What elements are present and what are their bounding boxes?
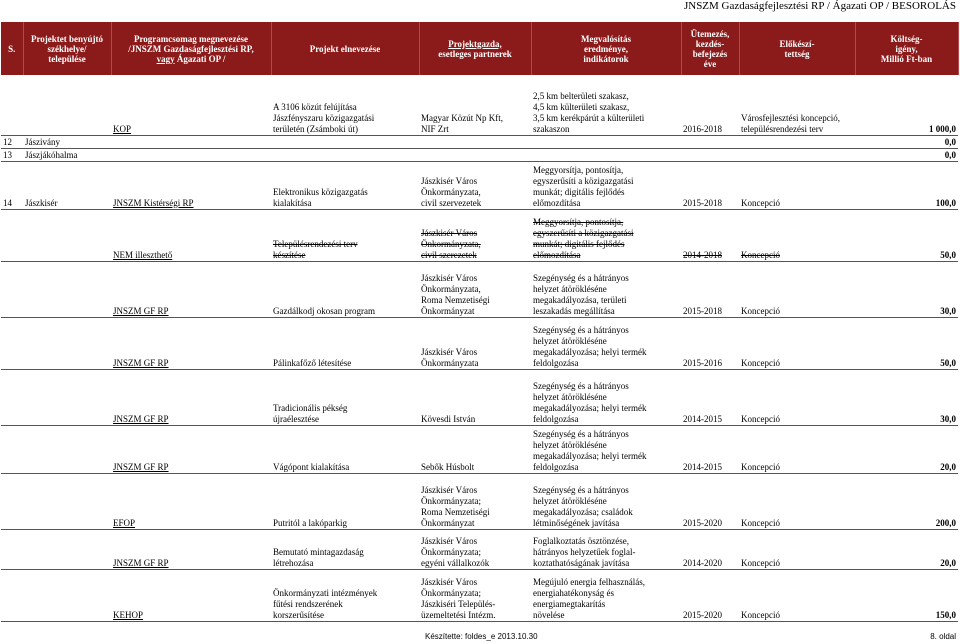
cell-project: A 3106 közút felújítása Jászfényszaru közigazgatási területén (Zsámboki út) [271,75,419,135]
cell-result: Megújuló energia felhasználás, energiahatékonyság és energiamegtakarítás növelése [531,569,681,621]
cell-owner: Jászkisér Város Önkormányzata [419,317,531,369]
cell-settlement [23,209,111,261]
cell-prep [739,148,855,161]
cell-settlement [23,569,111,621]
cell-settlement: Jászkisér [23,161,111,209]
cell-prep: Koncepció [739,209,855,261]
cell-program: JNSZM GF RP [111,425,271,473]
cell-cost: 20,0 [855,529,958,569]
table-row [1,369,958,425]
cell-s [1,369,23,425]
cell-program: JNSZM Kistérségi RP [111,161,271,209]
cell-owner: Jászkisér Város Önkormányzata; Roma Nemzetiségi Önkormányzat [419,473,531,529]
cell-schedule: 2014-2018 [681,209,739,261]
cell-program [111,148,271,161]
cell-project: Önkormányzati intézmények fűtési rendszerének korszerűsítése [271,569,419,621]
cell-schedule: 2014-2020 [681,529,739,569]
cell-result: Foglalkoztatás ösztönzése, hátrányos helyzetűek foglal- koztathatóságának javítása [531,529,681,569]
cell-project: Elektronikus közigazgatás kialakítása [271,161,419,209]
header-owner-line2: esetleges partnerek [438,48,512,59]
cell-s: 13 [1,148,23,161]
cell-owner: Jászkisér Város Önkormányzata; Jászkiséri Település- üzemeltetési Intézm. [419,569,531,621]
cell-s: 14 [1,161,23,209]
cell-schedule: 2015-2020 [681,473,739,529]
header-project-name: Projekt elnevezése [271,22,419,75]
cell-result: Szegénység és a hátrányos helyzet átörökléséne megakadályozása, területi leszakadás megállítása [531,261,681,317]
header-s: S. [1,22,23,75]
header-program-link[interactable]: vagy [156,53,175,64]
cell-settlement [23,75,111,135]
cell-s [1,529,23,569]
cell-settlement [23,529,111,569]
cell-schedule: 2016-2018 [681,75,739,135]
cell-settlement [23,425,111,473]
table-row [1,425,958,473]
cell-owner [419,148,531,161]
cell-s [1,261,23,317]
cell-owner: Jászkisér Város Önkormányzata; egyéni vállalkozók [419,529,531,569]
cell-s [1,425,23,473]
cell-program: NEM illeszthető [111,209,271,261]
cell-project: Pálinkafőző létesítése [271,317,419,369]
table-row [1,317,958,369]
header-cost: Költség- igény, Millió Ft-ban [855,22,958,75]
table-row [1,209,958,261]
cell-settlement [23,317,111,369]
cell-project: Gazdálkodj okosan program [271,261,419,317]
cell-prep: Városfejlesztési koncepció, településrendezési terv [739,75,855,135]
cell-s [1,209,23,261]
cell-prep: Koncepció [739,161,855,209]
cell-owner: Jászkisér Város Önkormányzata, civil szervezetek [419,161,531,209]
cell-cost: 100,0 [855,161,958,209]
header-program-line2: /JNSZM Gazdaságfejlesztési RP, [128,43,254,54]
cell-program: JNSZM GF RP [111,317,271,369]
table-row [1,148,958,161]
cell-cost: 200,0 [855,473,958,529]
header-program-line3 [114,54,269,64]
header-schedule: Ütemezés, kezdés- befejezés éve [681,22,739,75]
table-row [1,75,958,135]
cell-program: JNSZM GF RP [111,261,271,317]
cell-cost: 1 000,0 [855,75,958,135]
cell-cost: 30,0 [855,369,958,425]
cell-cost: 50,0 [855,317,958,369]
cell-project [271,148,419,161]
header-owner-line1: Projektgazda, [448,38,502,49]
footer-page-number: 8. oldal [930,632,956,641]
cell-project [271,135,419,148]
cell-owner: Sebők Húsbolt [419,425,531,473]
cell-schedule: 2015-2018 [681,261,739,317]
projects-table [1,22,959,622]
cell-program: JNSZM GF RP [111,369,271,425]
cell-program: KOP [111,75,271,135]
cell-cost: 0,0 [855,135,958,148]
cell-prep: Koncepció [739,473,855,529]
cell-result: 2,5 km belterületi szakasz, 4,5 km külterületi szakasz, 3,5 km kerékpárút a külterületi szakaszon [531,75,681,135]
cell-schedule [681,135,739,148]
cell-schedule: 2014-2015 [681,369,739,425]
table-row [1,135,958,148]
cell-result: Meggyorsítja, pontosítja, egyszerűsíti a közigazgatási munkát; digitális fejlődés előmozdítása [531,161,681,209]
cell-cost: 50,0 [855,209,958,261]
cell-project: Putritól a lakóparkig [271,473,419,529]
cell-project: Bemutató mintagazdaság létrehozása [271,529,419,569]
table-row [1,569,958,621]
header-prep: Előkészí- tettség [739,22,855,75]
header-result: Megvalósítás eredménye, indikátorok [531,22,681,75]
cell-prep: Koncepció [739,529,855,569]
cell-cost: 20,0 [855,425,958,473]
cell-prep: Koncepció [739,569,855,621]
cell-prep: Koncepció [739,369,855,425]
cell-schedule [681,148,739,161]
page-header [0,0,960,13]
cell-prep [739,135,855,148]
cell-prep: Koncepció [739,425,855,473]
table-row [1,261,958,317]
cell-settlement [23,261,111,317]
cell-s [1,569,23,621]
footer-created: Készítette: foldes_e 2013.10.30 [425,632,538,641]
cell-program [111,135,271,148]
header-program-line1: Programcsomag megnevezése [133,33,249,44]
table-header [1,22,958,75]
cell-settlement [23,473,111,529]
cell-schedule: 2015-2016 [681,317,739,369]
cell-result: Szegénység és a hátrányos helyzet átörökléséne megakadályozása; helyi termék feldolgozása [531,369,681,425]
header-program-line3-rest: Ágazati OP / [176,53,226,64]
cell-s [1,75,23,135]
cell-result [531,135,681,148]
cell-prep: Koncepció [739,261,855,317]
cell-program: KEHOP [111,569,271,621]
cell-s [1,473,23,529]
header-program [111,22,271,75]
table-row [1,473,958,529]
cell-program: JNSZM GF RP [111,529,271,569]
cell-owner [419,135,531,148]
cell-project: Vágópont kialakítása [271,425,419,473]
cell-project: Tradicionális pékség újraélesztése [271,369,419,425]
cell-s: 12 [1,135,23,148]
cell-owner: Jászkisér Város Önkormányzata, civil szerezetek [419,209,531,261]
cell-result: Szegénység és a hátrányos helyzet átörökléséne megakadályozása; családok létminőségének javítása [531,473,681,529]
cell-s [1,317,23,369]
header-owner [419,22,531,75]
table-body [1,75,958,621]
table-row [1,529,958,569]
cell-result: Szegénység és a hátrányos helyzet átörökléséne megakadályozása; helyi termék feldolgozása [531,317,681,369]
cell-owner: Kövesdi István [419,369,531,425]
cell-cost: 0,0 [855,148,958,161]
table-row [1,161,958,209]
cell-settlement [23,369,111,425]
cell-result [531,148,681,161]
cell-result: Szegénység és a hátrányos helyzet átörökléséne megakadályozása; helyi termék feldolgozása [531,425,681,473]
cell-program: EFOP [111,473,271,529]
cell-cost: 150,0 [855,569,958,621]
cell-cost: 30,0 [855,261,958,317]
header-settlement: Projektet benyújtó székhelye/ települése [23,22,111,75]
cell-owner: Magyar Közút Np Kft, NIF Zrt [419,75,531,135]
cell-prep: Koncepció [739,317,855,369]
cell-schedule: 2015-2020 [681,569,739,621]
cell-owner: Jászkisér Város Önkormányzata, Roma Nemzetiségi Önkormányzat [419,261,531,317]
cell-result: Meggyorsítja, pontosítja, egyszerűsíti a közigazgatási munkát; digitális fejlődés előmozdítása [531,209,681,261]
page-title: JNSZM Gazdaságfejlesztési RP / Ágazati OP / BESOROLÁS [683,0,956,12]
cell-schedule: 2015-2018 [681,161,739,209]
cell-schedule: 2014-2015 [681,425,739,473]
cell-settlement: Jászjákóhalma [23,148,111,161]
cell-project: Településrendezési terv készítése [271,209,419,261]
cell-settlement: Jászivány [23,135,111,148]
page-footer [0,631,960,643]
